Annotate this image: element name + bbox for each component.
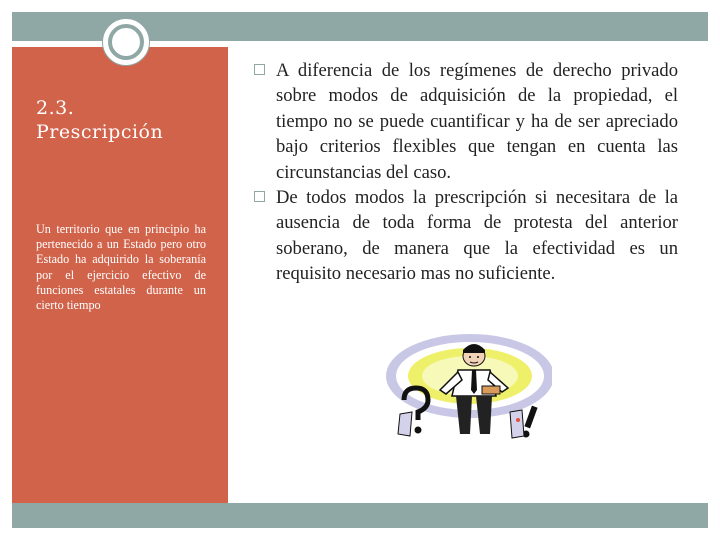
bullet-text: De todos modos la prescripción si necesitara de la ausencia de toda forma de protesta del anterior soberano, de manera que la efectividad es un requisito necesario mas no suficiente. xyxy=(276,187,678,285)
bullet-list xyxy=(252,58,678,287)
section-name: Prescripción xyxy=(36,121,164,143)
bullet-text: A diferencia de los regímenes de derecho privado sobre modos de adquisición de la propiedad, el tiempo no se puede cuantificar y ha de ser apreciado bajo criterios flexibles que tengan en cuenta las circunstancias del caso. xyxy=(276,60,678,183)
circle-ring-icon xyxy=(108,24,144,60)
bullet-item xyxy=(252,58,678,185)
section-description: Un territorio que en principio ha pertenecido a un Estado pero otro Estado ha adquirido la soberanía por el ejercicio efectivo de funciones estatales durante un cierto tiempo xyxy=(36,222,206,313)
bottom-bar xyxy=(12,503,708,528)
square-bullet-icon xyxy=(254,191,265,202)
section-number: 2.3. xyxy=(36,97,75,119)
section-title xyxy=(36,96,216,144)
square-bullet-icon xyxy=(254,64,265,75)
bullet-item xyxy=(252,185,678,287)
businessman-question-exclamation-icon xyxy=(378,326,552,440)
